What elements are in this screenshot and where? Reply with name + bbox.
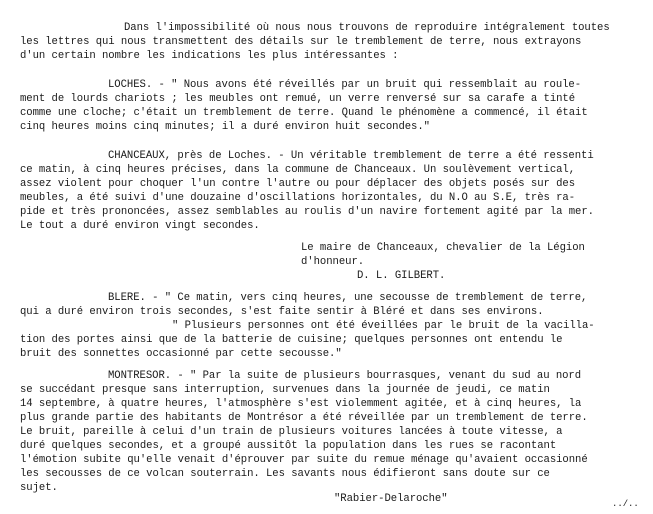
montresor-line: l'émotion subite qu'elle venait d'éprouver par suite du remue ménage qu'avaient occasionné (20, 454, 588, 466)
loches-line: LOCHES. - " Nous avons été réveillés par un bruit qui ressemblait au roule- (108, 79, 582, 91)
chanceaux-line: assez violent pour choquer l'un contre l'autre ou pour déplacer des objets posés sur des (20, 178, 576, 190)
loches-line: comme une cloche; c'était un tremblement de terre. Quand le phénomène a commencé, il était (20, 107, 588, 119)
montresor-line: se succédant presque sans interruption, survenues dans la journée de jeudi, ce matin (20, 384, 550, 396)
blere-line: bruit des sonnettes occasionné par cette secousse." (20, 348, 342, 360)
montresor-line: plus grande partie des habitants de Montrésor a été réveillée par un tremblement de terre. (20, 412, 588, 424)
chanceaux-signature-line: Le maire de Chanceaux, chevalier de la Légion (301, 242, 585, 254)
chanceaux-line: pide et très prononcées, assez semblables au roulis d'un navire fortement agité par la mer. (20, 206, 594, 218)
chanceaux-signature-line: d'honneur. (301, 256, 365, 268)
chanceaux-line: meubles, a été suivi d'une douzaine d'oscillations horizontales, du N.O au S.E, très ra- (20, 192, 576, 204)
montresor-line: duré quelques secondes, et a groupé aussitôt la population dans les rues se racontant (20, 440, 557, 452)
loches-line: cinq heures moins cinq minutes; il a duré environ huit secondes." (20, 121, 430, 133)
chanceaux-signature-name: D. L. GILBERT. (357, 270, 446, 282)
chanceaux-line: ce matin, à cinq heures précises, dans la commune de Chanceaux. Un soulèvement vertical, (20, 164, 576, 176)
blere-line: BLERE. - " Ce matin, vers cinq heures, une secousse de tremblement de terre, (108, 292, 588, 304)
page-continuation-marker: ../.. (612, 499, 639, 509)
montresor-line: MONTRESOR. - " Par la suite de plusieurs bourrasques, venant du sud au nord (108, 370, 582, 382)
intro-line: Dans l'impossibilité où nous nous trouvons de reproduire intégralement toutes (124, 22, 610, 34)
montresor-line: Le bruit, pareille à celui d'un train de plusieurs voitures lancées à toute vitesse, a (20, 426, 563, 438)
blere-line: qui a duré environ trois secondes, s'est faite sentir à Bléré et dans ses environs. (20, 306, 544, 318)
blere-line: tion des portes ainsi que de la batterie de cuisine; quelques personnes ont entendu le (20, 334, 563, 346)
intro-line: d'un certain nombre les indications les plus intéressantes : (20, 50, 399, 62)
montresor-line: sujet. (20, 482, 58, 494)
blere-line: " Plusieurs personnes ont été éveillées par le bruit de la vacilla- (172, 320, 595, 332)
loches-line: ment de lourds chariots ; les meubles ont remué, un verre renversé sur sa carafe a tinté (20, 93, 576, 105)
montresor-line: 14 septembre, à quatre heures, l'atmosphère s'est violemment agitée, et à cinq heures, la (20, 398, 582, 410)
chanceaux-line: Le tout a duré environ vingt secondes. (20, 220, 260, 232)
montresor-line: les secousses de ce volcan souterrain. Les savants nous édifieront sans doute sur ce (20, 468, 550, 480)
chanceaux-line: CHANCEAUX, près de Loches. - Un véritable tremblement de terre a été ressenti (108, 150, 594, 162)
montresor-signature: "Rabier-Delaroche" (334, 493, 448, 505)
intro-line: les lettres qui nous transmettent des détails sur le tremblement de terre, nous extrayons (20, 36, 582, 48)
